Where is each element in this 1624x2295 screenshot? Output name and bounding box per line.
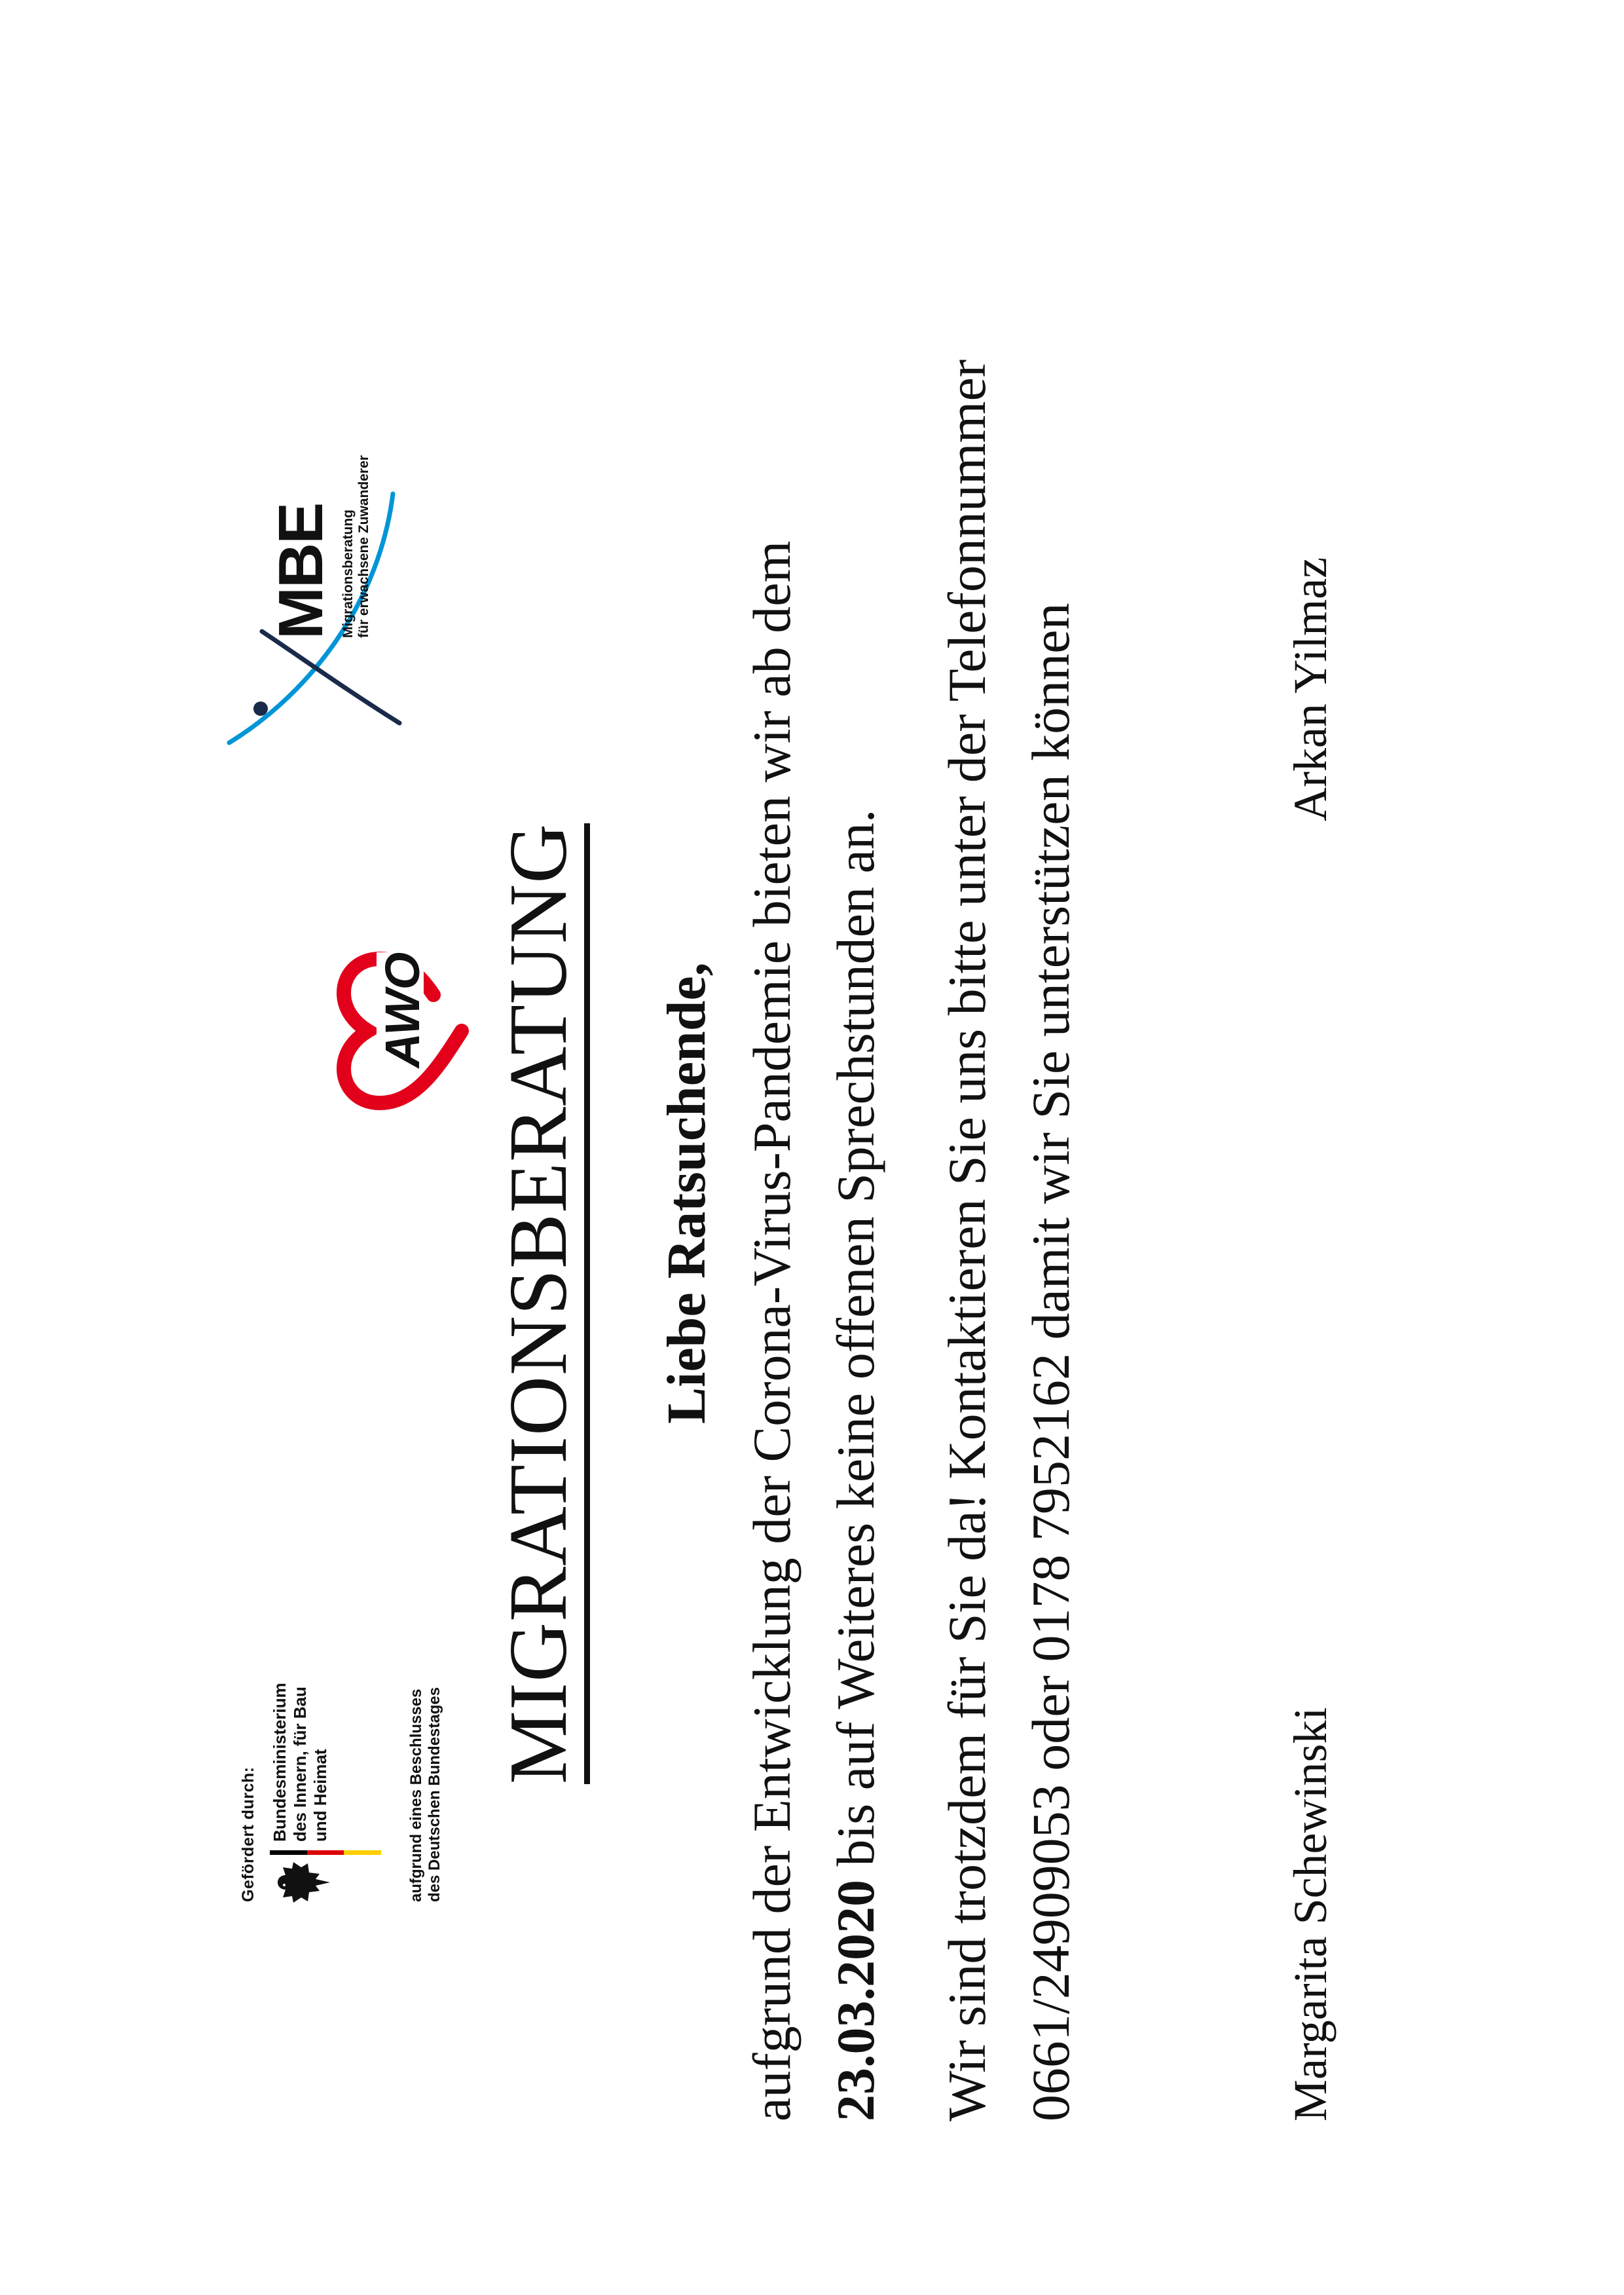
german-flag-stripe	[270, 1850, 381, 1855]
awo-logo-text: AWO	[375, 952, 430, 1068]
awo-logo	[308, 933, 478, 1129]
bundestag-note: aufgrund eines Beschlusses des Deutschen Bundestages	[407, 1687, 443, 1902]
mbe-wordmark: MBE	[266, 503, 336, 639]
paragraph-1-line-1: aufgrund der Entwicklung der Corona-Virus-Pandemie bieten wir ab dem	[742, 540, 802, 2121]
paragraph-1	[730, 104, 898, 2121]
mbe-subline: Migrationsberatung für erwachsene Zuwanderer	[341, 455, 371, 638]
signature-right: Arkan Yilmaz	[1284, 557, 1337, 821]
body-text	[730, 104, 1093, 2121]
signature-left: Margarita Schewinski	[1284, 1707, 1337, 2121]
paragraph-2: Wir sind trotzdem für Sie da! Kontaktieren Sie uns bitte unter der Telefonnummer 0661/24909053 oder 0178 7952162 damit wir Sie unterstützen können	[937, 359, 1080, 2121]
ministry-name: Bundesministerium des Innern, für Bau und Heimat	[270, 1683, 330, 1842]
salutation: Liebe Ratsuchende,	[656, 962, 717, 1424]
paragraph-1-rest: bis auf Weiteres keine offenen Sprechstunden an.	[826, 809, 885, 1880]
federal-eagle-icon	[274, 1859, 334, 1905]
page-title: MIGRATIONSBERATUNG	[498, 823, 590, 1784]
funder-label: Gefördert durch:	[239, 1766, 257, 1902]
date-highlight: 23.03.2020	[826, 1880, 885, 2121]
